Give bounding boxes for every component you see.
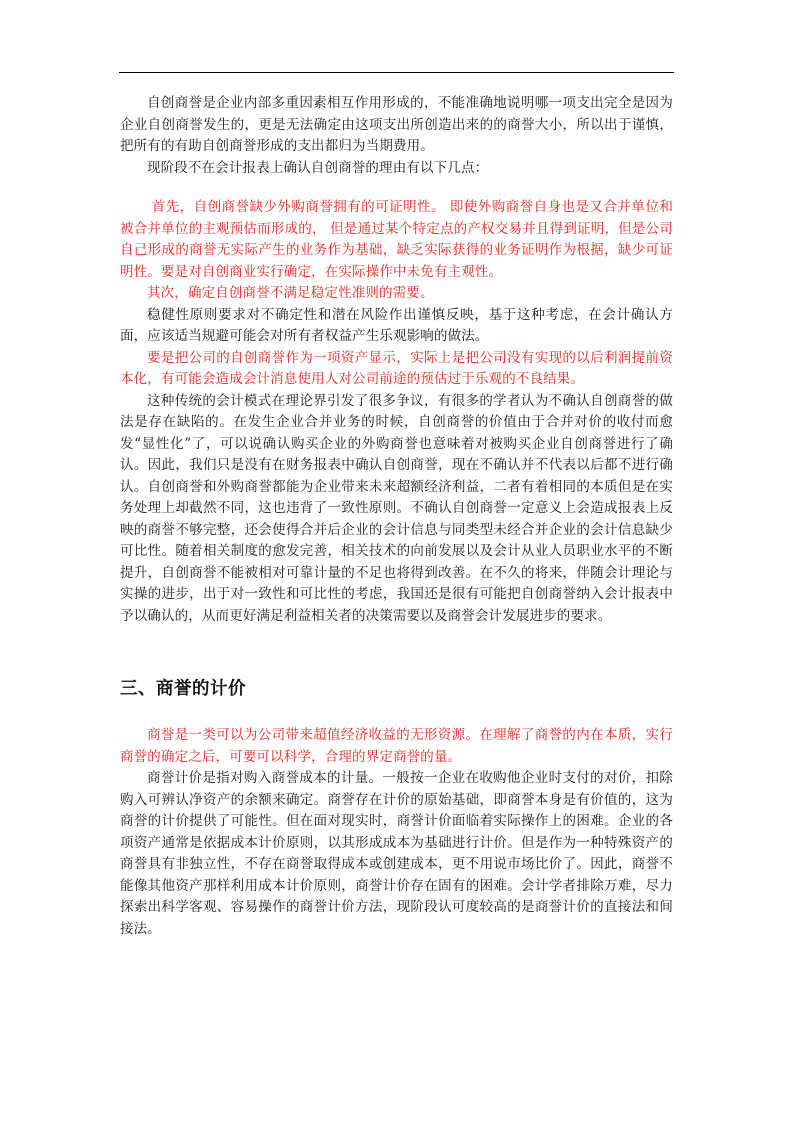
paragraph-self-created-goodwill: 自创商誉是企业内部多重因素相互作用形成的，不能准确地说明哪一项支出完全是因为企业自创商誉发生的，更是无法确定由这项支出所创造出来的的商誉大小，所以出于谨慎，把所有的有助自创商誉形成的支出都归为当期费用。 xyxy=(120,95,673,154)
paragraph-goodwill-valuation: 商誉计价是指对购入商誉成本的计量。一般按一企业在收购他企业时支付的对价，扣除购入可辨认净资产的余额来确定。商誉存在计价的原始基础，即商誉本身是有价值的，这为商誉的计价提供了可能性。但在面对现实时，商誉计价面临着实际操作上的困难。企业的各项资产通常是依据成本计价原则，以其形成成本为基础进行计价。但是作为一种特殊资产的商誉具有非独立性，不存在商誉取得成本或创建成本，更不用说市场比价了。因此，商誉不能像其他资产那样利用成本计价原则，商誉计价存在固有的困难。会计学者排除万难，尽力探索出科学客观、容易操作的商誉计价方法，现阶段认可度较高的是商誉计价的直接法和间接法。 xyxy=(120,770,673,937)
paragraph-capitalization-risk: 要是把公司的自创商誉作为一项资产显示，实际上是把公司没有实现的以后利润提前资本化，有可能会造成会计消息使用人对公司前途的预估过于乐观的不良结果。 xyxy=(120,349,673,387)
paragraph-prudence-principle: 稳健性原则要求对不确定性和潜在风险作出谨慎反映，基于这种考虑，在会计确认方面，应该适当规避可能会对所有者权益产生乐观影响的做法。 xyxy=(120,306,673,344)
paragraph-reasons-intro: 现阶段不在会计报表上确认自创商誉的理由有以下几点： xyxy=(147,159,489,176)
paragraph-controversy: 这种传统的会计模式在理论界引发了很多争议，有很多的学者认为不确认自创商誉的做法是存在缺陷的。在发生企业合并业务的时候，自创商誉的价值由于合并对价的收付而愈发“显性化”了，可以说确认购买企业的外购商誉也意味着对被购买企业自创商誉进行了确认。因此，我们只是没有在财务报表中确认自创商誉，现在不确认并不代表以后都不进行确认。自创商誉和外购商誉都能为企业带来未来超额经济利益，二者有着相同的本质但是在实务处理上却截然不同，这也违背了一致性原则。不确认自创商誉一定意义上会造成报表上反映的商誉不够完整，还会使得合并后企业的会计信息与同类型未经合并企业的会计信息缺少可比性。随着相关制度的愈发完善，相关技术的向前发展以及会计从业人员职业水平的不断提升，自创商誉不能被相对可靠计量的不足也将得到改善。在不久的将来，伴随会计理论与实操的进步，出于对一致性和可比性的考虑，我国还是很有可能把自创商誉纳入会计报表中予以确认的，从而更好满足利益相关者的决策需要以及商誉会计发展进步的要求。 xyxy=(120,392,673,624)
paragraph-reason-verifiability: 首先，自创商誉缺少外购商誉拥有的可证明性。 即使外购商誉自身也是又合并单位和被合并单位的主观预估而形成的， 但是通过某个特定点的产权交易并且得到证明，但是公司自己形成的商誉无实际产生的业务作为基础，缺乏实际获得的业务证明作为根据，缺少可证明性。要是对自创商业实行确定，在实际操作中未免有主观性。 xyxy=(120,199,673,280)
paragraph-goodwill-definition: 商誉是一类可以为公司带来超值经济收益的无形资源。在理解了商誉的内在本质，实行商誉的确定之后，可要可以科学，合理的界定商誉的量。 xyxy=(120,727,673,765)
header-rule xyxy=(119,72,674,73)
paragraph-reason-stability: 其次，确定自创商誉不满足稳定性准则的需要。 xyxy=(147,285,434,301)
section-heading-goodwill-valuation: 三、商誉的计价 xyxy=(120,679,246,699)
document-body xyxy=(120,93,673,940)
